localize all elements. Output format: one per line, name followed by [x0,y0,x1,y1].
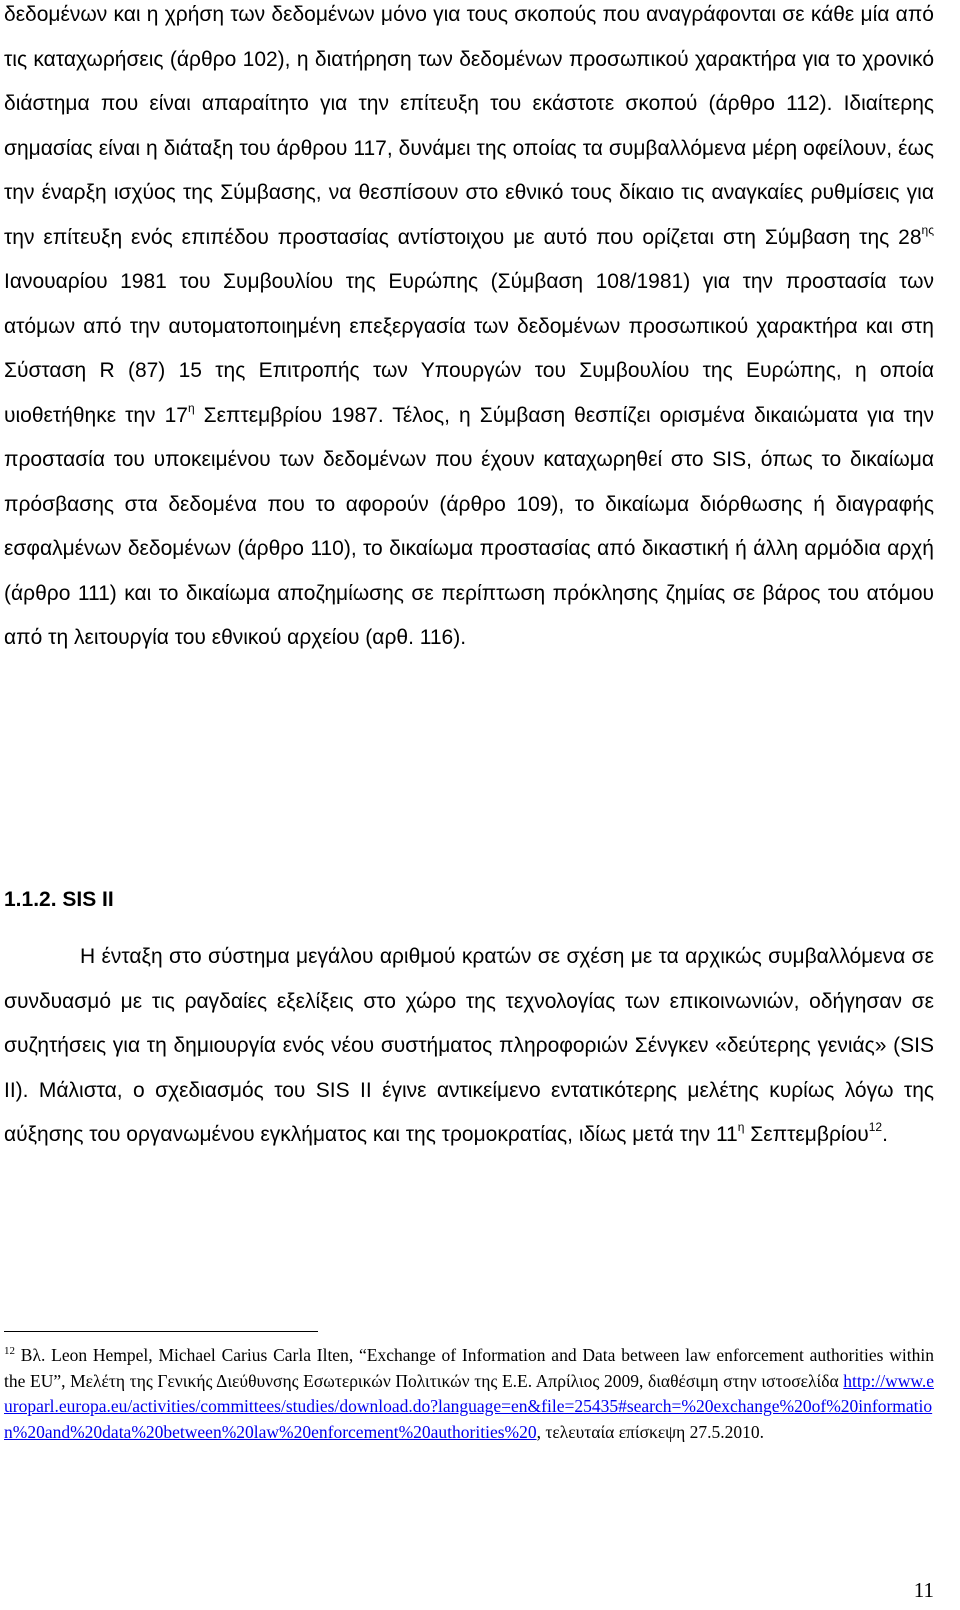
footnote [4,1343,934,1445]
footnote-text: Βλ. Leon Hempel, Michael Carius Carla Ilten, “Exchange of Information and Data between law enforcement authorities within the EU”, Μελέτη της Γενικής Διεύθυνσης Εσωτερικών Πολιτικών της Ε.Ε. Απρίλιος 2009, διαθέσιμη στην ιστοσελίδα [4,1345,934,1391]
paragraph-text: Ιανουαρίου 1981 του Συμβουλίου της Ευρώπης (Σύμβαση 108/1981) για την προστασία των ατόμων από την αυτοματοποιημένη επεξεργασία των δεδομένων προσωπικού χαρακτήρα και στη Σύσταση R (87) 15 της Επιτροπής των Υπουργών του Συμβουλίου της Ευρώπης, η οποία υιοθετήθηκε την 17 [4,270,934,427]
ordinal-superscript: ης [921,222,934,237]
ordinal-superscript: η [187,400,195,415]
ordinal-superscript: η [737,1120,745,1134]
footnote-separator [4,1331,318,1332]
paragraph-text: Η ένταξη στο σύστημα μεγάλου αριθμού κρατών σε σχέση με τα αρχικώς συμβαλλόμενα σε συνδυασμό με τις ραγδαίες εξελίξεις στο χώρο της τεχνολογίας των επικοινωνιών, οδήγησαν σε συζητήσεις για τη δημιουργία ενός νέου συστήματος πληροφοριών Σένγκεν «δεύτερης γενιάς» (SIS II). Μάλιστα, ο σχεδιασμός του SIS II έγινε αντικείμενο εντατικότερης μελέτης κυρίως λόγω της αύξησης του οργανωμένου εγκλήματος και της τρομοκρατίας, ιδίως μετά την 11 [4,945,934,1146]
footnote-link[interactable]: http://www.europarl.europa.eu/activities/committees/studies/download.do?language=en&file=25435#search=%20exchange%20of%20information%20and%20data%20between%20law%20enforcement%20authorities%20 [4,1370,934,1442]
paragraph-text: Σεπτεμβρίου [744,1123,869,1146]
footnote-reference[interactable]: 12 [868,1120,883,1134]
body-paragraph [4,935,934,1158]
footnote-text: , τελευταία επίσκεψη 27.5.2010. [536,1421,765,1442]
paragraph-text: . [882,1123,888,1146]
page-number: 11 [913,1578,934,1602]
section-heading: 1.1.2. SIS II [4,888,114,911]
paragraph-text: δεδομένων και η χρήση των δεδομένων μόνο για τους σκοπούς που αναγράφονται σε κάθε μία από τις καταχωρήσεις (άρθρο 102), η διατήρηση των δεδομένων προσωπικού χαρακτήρα για το χρονικό διάστημα που είναι απαραίτητο για την επίτευξη του εκάστοτε σκοπού (άρθρο 112). Ιδιαίτερης σημασίας είναι η διάταξη του άρθρου 117, δυνάμει της οποίας τα συμβαλλόμενα μέρη οφείλουν, έως την έναρξη ισχύος της Σύμβασης, να θεσπίσουν στο εθνικό τους δίκαιο τις αναγκαίες ρυθμίσεις για την επίτευξη ενός επιπέδου προστασίας αντίστοιχου με αυτό που ορίζεται στη Σύμβαση της 28 [4,3,934,249]
paragraph-text: Σεπτεμβρίου 1987. Τέλος, η Σύμβαση θεσπίζει ορισμένα δικαιώματα για την προστασία του υποκειμένου των δεδομένων που έχουν καταχωρηθεί στο SIS, όπως το δικαίωμα πρόσβασης στα δεδομένα που το αφορούν (άρθρο 109), το δικαίωμα διόρθωσης ή διαγραφής εσφαλμένων δεδομένων (άρθρο 110), το δικαίωμα προστασίας από δικαστική ή άλλη αρμόδια αρχή (άρθρο 111) και το δικαίωμα αποζημίωσης σε περίπτωση πρόκλησης ζημίας σε βάρος του ατόμου από τη λειτουργία του εθνικού αρχείου (αρθ. 116). [4,403,934,649]
body-paragraph [4,0,934,661]
footnote-number: 12 [4,1345,15,1357]
